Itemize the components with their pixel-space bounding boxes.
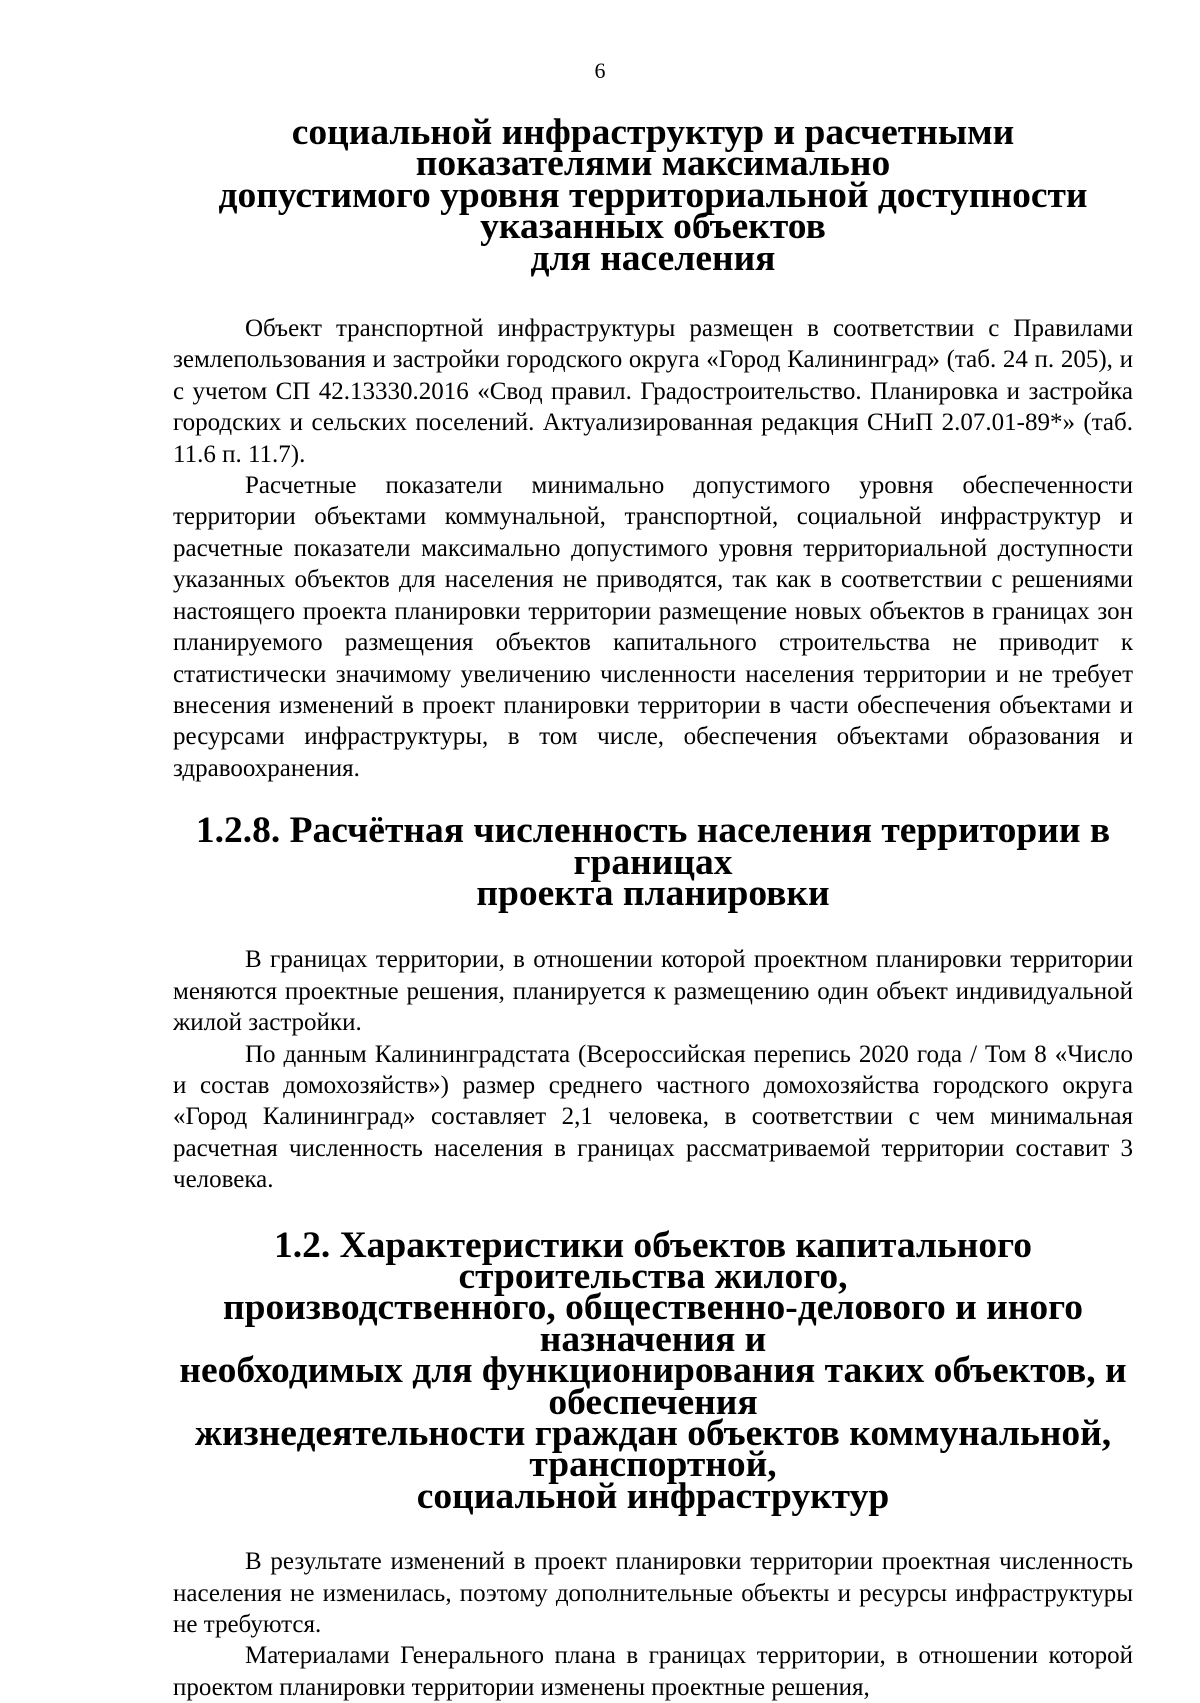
- heading-line: социальной инфраструктур и расчетными показателями максимально: [291, 112, 1015, 185]
- paragraph-general-plan: Материалами Генерального плана в границах территории, в отношении которой проектом планировки территории изменены проектные решения,: [173, 1642, 1133, 1701]
- heading-line: производственного, общественно-делового и иного назначения и: [223, 1287, 1083, 1360]
- page-number: 6: [594, 58, 606, 83]
- paragraph-transport-object: Объект транспортной инфраструктуры размещен в соответствии с Правилами землепользования и застройки городского округа «Город Калининград» (таб. 24 п. 205), и с учетом СП 42.13330.2016 «Свод правил. Градостроительство. Планировка и застройка городских и сельских поселений. Актуализированная редакция СНиП 2.07.01-89*» (таб. 11.6 п. 11.7).: [173, 315, 1133, 468]
- paragraph-calculated-indicators: Расчетные показатели минимально допустимого уровня обеспеченности территории объектами коммунальной, транспортной, социальной инфраструктур и расчетные показатели максимально допустимого уровня территориальной доступности указанных объектов для населения не приводятся, так как в соответствии с решениями настоящего проекта планировки территории размещение новых объектов в границах зон планируемого размещения объектов капитального строительства не приводит к статистически значимому увеличению численности населения территории и не требует внесения изменений в проект планировки территории в части обеспечения объектами и ресурсами инфраструктуры, в том числе, обеспечения объектами образования и здравоохранения.: [173, 472, 1133, 782]
- heading-line: 1.2. Характеристики объектов капитального строительства жилого,: [273, 1224, 1033, 1297]
- heading-line: социальной инфраструктур: [416, 1475, 890, 1517]
- paragraph-territory-boundaries: В границах территории, в отношении которой проектном планировки территории меняются проектные решения, планируется к размещению один объект индивидуальной жилой застройки.: [173, 946, 1133, 1037]
- heading-line: 1.2.8. Расчётная численность населения территории в границах: [195, 810, 1111, 883]
- section-heading-1-2-8: [173, 810, 1133, 914]
- heading-line: для населения: [530, 237, 776, 279]
- heading-line: необходимых для функционирования таких объектов, и обеспечения: [179, 1350, 1127, 1423]
- section-heading-1-2: [173, 1224, 1133, 1517]
- section-heading-continued: [173, 112, 1133, 279]
- heading-line: жизнедеятельности граждан объектов коммунальной, транспортной,: [194, 1413, 1112, 1486]
- paragraph-population-unchanged: В результате изменений в проект планировки территории проектная численность населения не изменилась, поэтому дополнительные объекты и ресурсы инфраструктуры не требуются.: [173, 1548, 1133, 1639]
- heading-line: допустимого уровня территориальной доступности указанных объектов: [218, 174, 1088, 248]
- heading-line: проекта планировки: [476, 872, 830, 914]
- paragraph-kaliningradstat: По данным Калининградстата (Всероссийская перепись 2020 года / Том 8 «Число и состав домохозяйств») размер среднего частного домохозяйства городского округа «Город Калининград» составляет 2,1 человека, в соответствии с чем минимальная расчетная численность населения в границах рассматриваемой территории составит 3 человека.: [173, 1040, 1133, 1194]
- page-content: [173, 112, 1133, 1703]
